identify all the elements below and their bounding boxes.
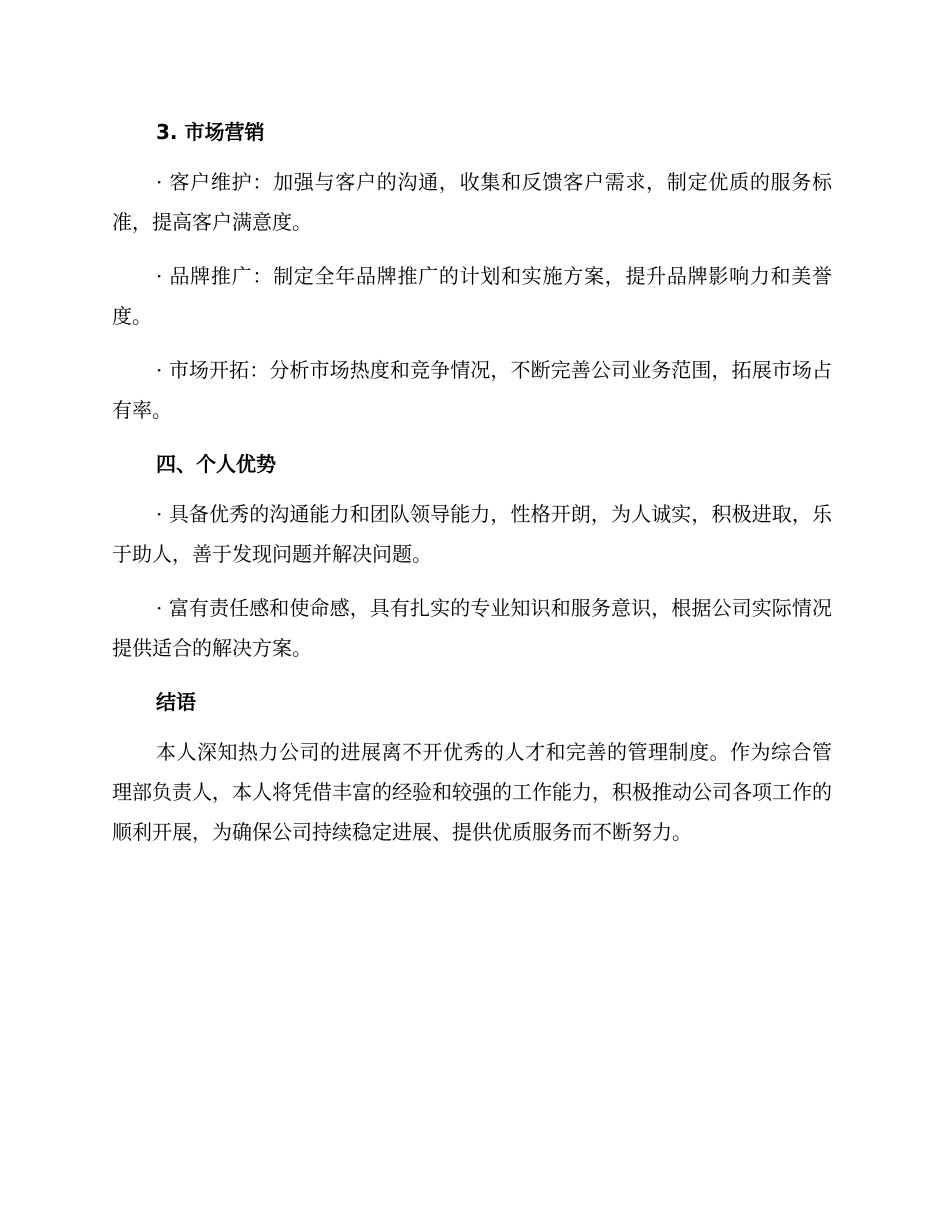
strength-item-communication: · 具备优秀的沟通能力和团队领导能力，性格开朗，为人诚实，积极进取，乐于助人，善于发现问题并解决问题。	[112, 502, 832, 566]
conclusion-paragraph: 本人深知热力公司的进展离不开优秀的人才和完善的管理制度。作为综合管理部负责人，本人将凭借丰富的经验和较强的工作能力，积极推动公司各项工作的顺利开展，为确保公司持续稳定进展、提供优质服务而不断努力。	[112, 740, 832, 844]
market-item-customer: · 客户维护：加强与客户的沟通，收集和反馈客户需求，制定优质的服务标准，提高客户满意度。	[112, 170, 832, 234]
market-item-expansion: · 市场开拓：分析市场热度和竞争情况，不断完善公司业务范围，拓展市场占有率。	[112, 358, 832, 422]
strength-item-responsibility: · 富有责任感和使命感，具有扎实的专业知识和服务意识，根据公司实际情况提供适合的解决方案。	[112, 596, 832, 660]
heading-market: 3. 市场营销	[156, 120, 265, 144]
heading-strengths: 四、个人优势	[156, 452, 276, 476]
heading-conclusion: 结语	[156, 690, 196, 714]
market-item-brand: · 品牌推广：制定全年品牌推广的计划和实施方案，提升品牌影响力和美誉度。	[112, 264, 832, 328]
